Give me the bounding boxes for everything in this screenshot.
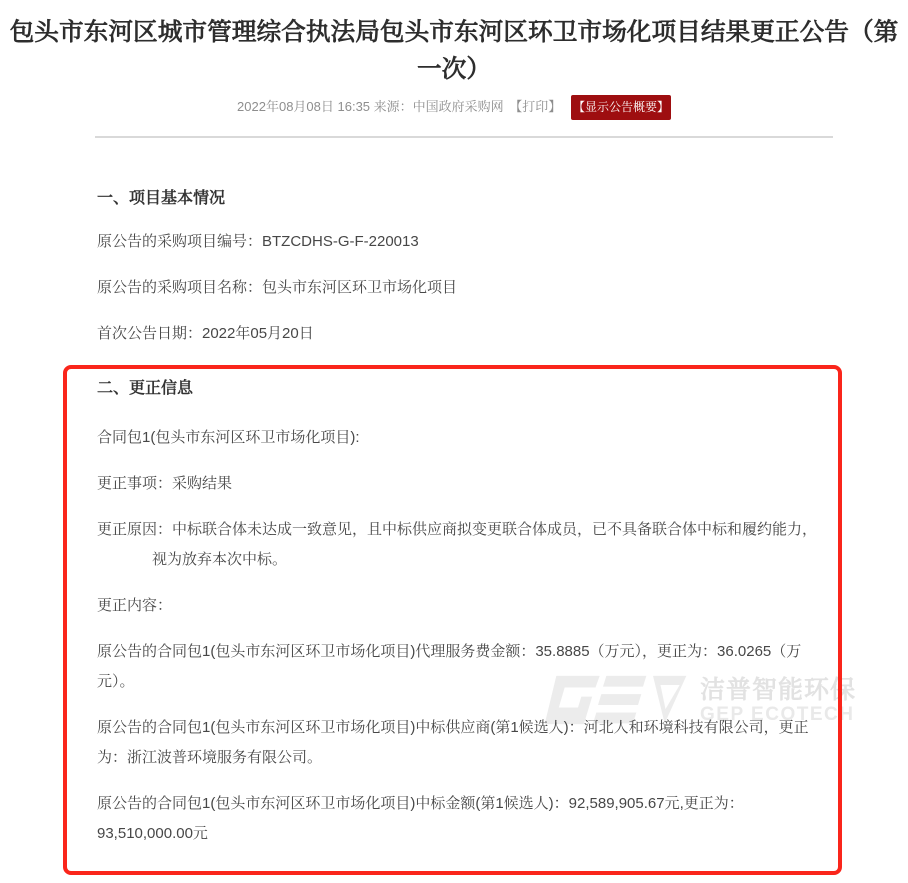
meta-line [0, 95, 908, 120]
correction-highlight-box [63, 365, 842, 875]
correction-reason-line: 更正原因：中标联合体未达成一致意见，且中标供应商拟变更联合体成员，已不具备联合体中标和履约能力，视为放弃本次中标。 [97, 521, 818, 568]
change-winning-supplier: 原公告的合同包1(包头市东河区环卫市场化项目)中标供应商(第1候选人)：河北人和环境科技有限公司，更正为：浙江波普环境服务有限公司。 [97, 719, 809, 766]
section2-heading: 二、更正信息 [97, 380, 194, 397]
source-label: 来源：中国政府采购网 [373, 98, 504, 114]
divider [95, 136, 833, 138]
original-project-number: 原公告的采购项目编号：BTZCDHS-G-F-220013 [97, 233, 419, 250]
page-title: 包头市东河区城市管理综合执法局包头市东河区环卫市场化项目结果更正公告（第一次） [9, 19, 899, 83]
summary-toggle-badge[interactable]: 【显示公告概要】 [571, 95, 671, 120]
publish-datetime: 2022年08月08日 16:35 [237, 98, 371, 114]
announcement-page [0, 14, 908, 875]
watermark-en-text: GEP ECOTECH [700, 703, 855, 725]
correction-item-line: 更正事项：采购结果 [97, 475, 233, 492]
change-winning-amount: 原公告的合同包1(包头市东河区环卫市场化项目)中标金额(第1候选人)：92,589,905.67元,更正为：93,510,000.00元 [97, 795, 744, 842]
contract-package-line: 合同包1(包头市东河区环卫市场化项目): [97, 429, 360, 446]
section1-heading: 一、项目基本情况 [97, 190, 226, 207]
change-agency-fee: 原公告的合同包1(包头市东河区环卫市场化项目)代理服务费金额：35.8885（万元），更正为：36.0265（万元）。 [97, 643, 802, 690]
correction-content-label: 更正内容： [97, 597, 173, 614]
announcement-body [97, 187, 821, 875]
print-link[interactable]: 【打印】 [509, 98, 562, 114]
watermark-cn-text: 洁普智能环保 [700, 675, 857, 704]
first-announcement-date: 首次公告日期：2022年05月20日 [97, 325, 314, 342]
original-project-name: 原公告的采购项目名称：包头市东河区环卫市场化项目 [97, 279, 458, 296]
